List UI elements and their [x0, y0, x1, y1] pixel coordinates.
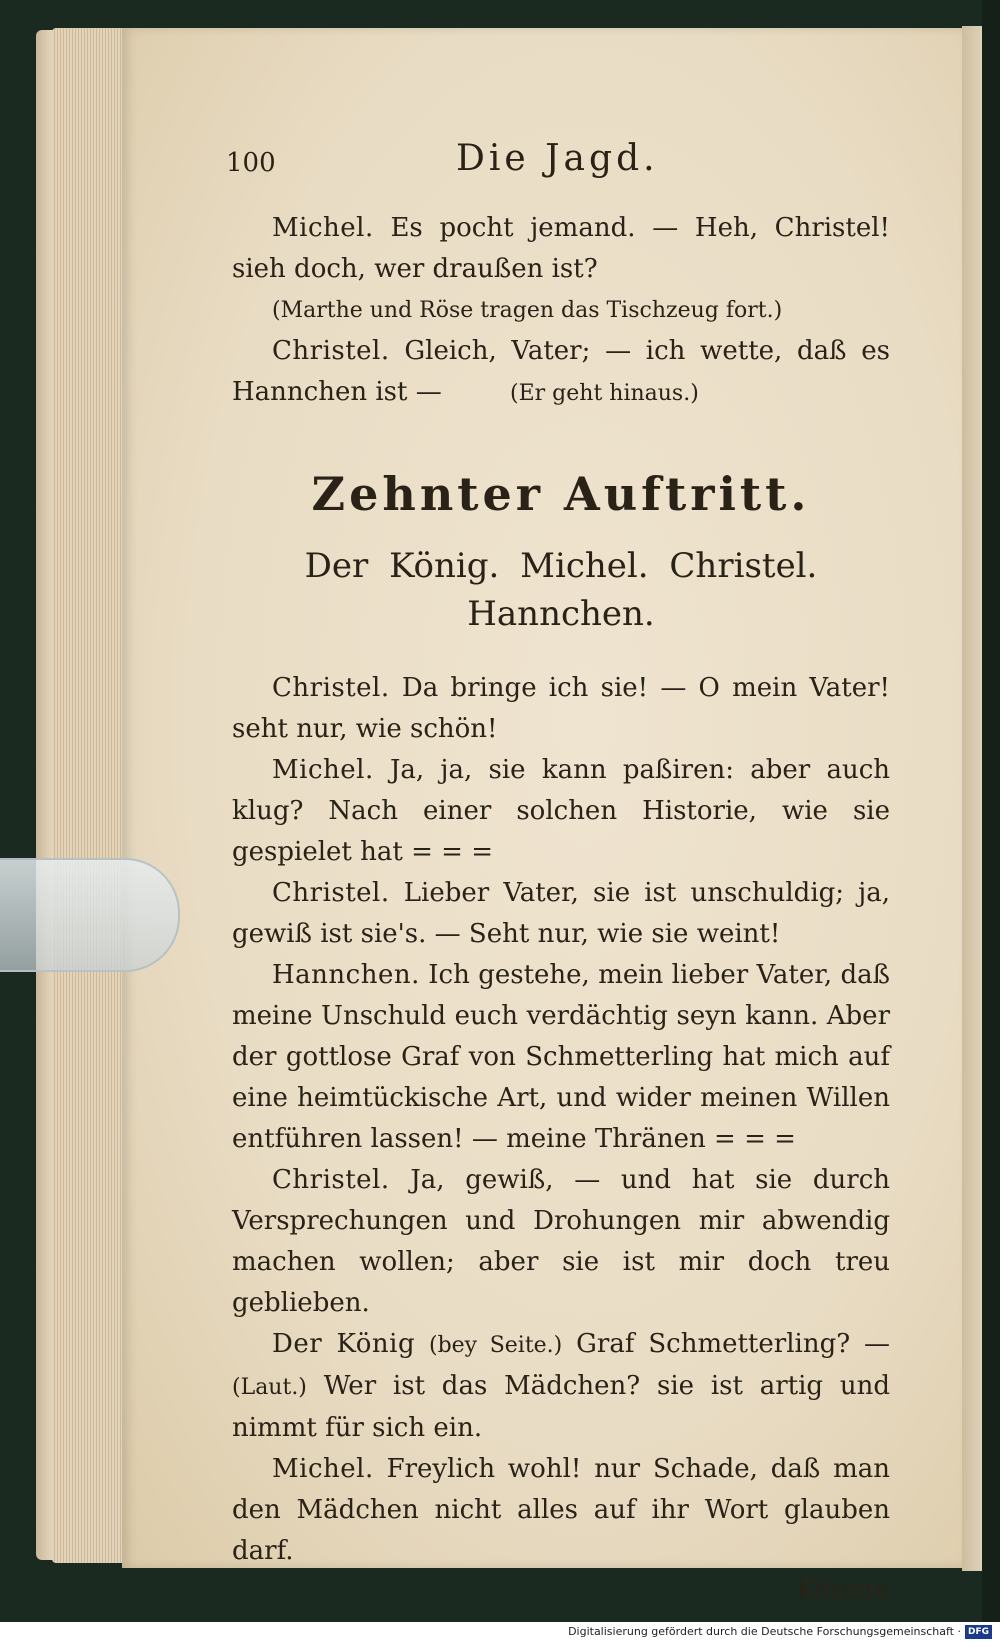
speech-text: Ja, ja, sie kann paßiren: aber auch klug? Nach einer solchen Historie, wie sie gespielet hat = = =	[232, 755, 890, 867]
stage-direction: (Marthe und Röse tragen das Tischzeug fort.)	[272, 298, 783, 323]
speech-text: Ja, gewiß, — und hat sie durch Versprechungen und Drohungen mir abwendig machen wollen; aber sie ist mir doch treu geblieben.	[232, 1165, 891, 1318]
character-list: Der König. Michel. Christel. Hannchen.	[304, 546, 818, 634]
page-clip	[0, 858, 180, 972]
speech-text: Freylich wohl! nur Schade, daß man den Mädchen nicht alles auf ihr Wort glauben darf.	[232, 1454, 891, 1566]
speaker-name: Christel.	[272, 673, 390, 703]
speech-hannchen-1	[232, 955, 890, 1160]
speaker-name: Christel.	[272, 878, 390, 908]
footer-bar	[0, 1622, 1000, 1642]
background-strip	[982, 0, 1000, 1642]
speech-christel-2	[232, 668, 890, 750]
speech-christel-3	[232, 873, 890, 955]
speaker-name: Der König	[272, 1329, 416, 1359]
speaker-name: Michel.	[272, 755, 374, 785]
stage-direction: (bey Seite.)	[428, 1333, 563, 1358]
page-number: 100	[226, 148, 276, 178]
stage-direction: (Er geht hinaus.)	[510, 381, 699, 406]
speech-text: Es pocht jemand. — Heh, Christel! sieh doch, wer draußen ist?	[232, 213, 890, 284]
page-body	[232, 208, 890, 1608]
dfg-logo: DFG	[965, 1625, 992, 1639]
speech-text: Ich gestehe, mein lieber Vater, daß meine Unschuld euch verdächtig seyn kann. Aber der gottlose Graf von Schmetterling hat mich auf eine heimtückische Art, und wider meinen Willen entführen lassen! — meine Thränen = = =	[232, 960, 890, 1154]
running-title: Die Jagd.	[456, 138, 659, 179]
funding-notice: Digitalisierung gefördert durch die Deutsche Forschungsgemeinschaft ·	[568, 1625, 961, 1638]
speaker-name: Christel.	[272, 336, 390, 366]
catchword: Könnte	[796, 1575, 890, 1605]
speech-christel-1	[232, 331, 890, 414]
stage-direction: (Laut.)	[232, 1375, 307, 1400]
speech-michel-1	[232, 208, 890, 290]
speech-michel-3	[232, 1449, 890, 1572]
speech-text: Da bringe ich sie! — O mein Vater! seht nur, wie schön!	[232, 673, 891, 744]
speech-text: Wer ist das Mädchen? sie ist artig und nimmt für sich ein.	[232, 1371, 890, 1443]
speaker-name: Michel.	[272, 1454, 374, 1484]
speech-text: Gleich, Vater; — ich wette, daß es Hannchen ist —	[232, 336, 890, 407]
page-header	[226, 138, 886, 188]
speech-koenig-1	[232, 1324, 890, 1449]
speech-christel-4	[232, 1160, 890, 1324]
speech-text: Graf Schmetterling? —	[576, 1329, 891, 1359]
speaker-name: Christel.	[272, 1165, 390, 1195]
speaker-name: Michel.	[272, 213, 374, 243]
speech-michel-2	[232, 750, 890, 873]
speaker-name: Hannchen.	[272, 960, 420, 990]
page-edges	[52, 28, 124, 1563]
speech-text: Lieber Vater, sie ist unschuldig; ja, gewiß ist sie's. — Seht nur, wie sie weint!	[232, 878, 890, 949]
scene-heading: Zehnter Auftritt.	[311, 467, 811, 521]
